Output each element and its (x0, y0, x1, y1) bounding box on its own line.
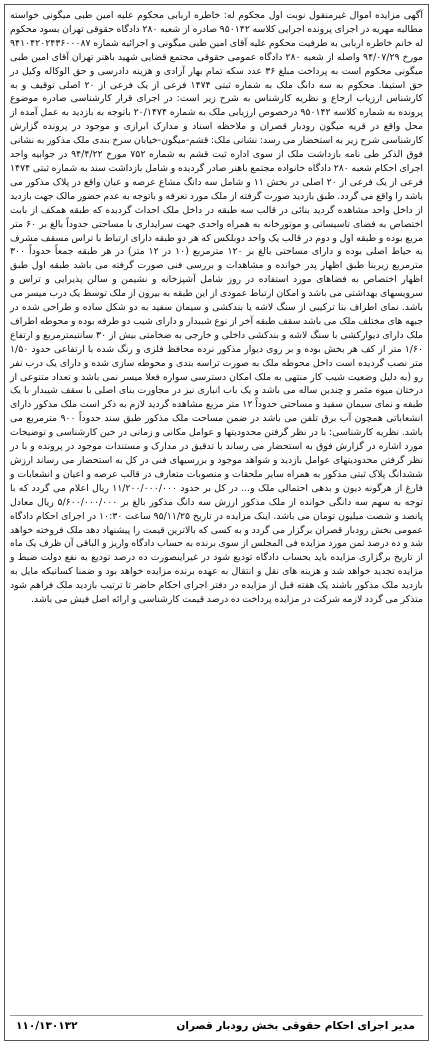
legal-notice (4, 4, 429, 1041)
notice-body: آگهی مزایده اموال غیرمنقول نوبت اول محکوم له: خاطره اربابی محکوم علیه امین طبی میگونی خواسته مطالبه مهریه در اجرای پرونده اجرایی کلاسه ۹۵۰۱۴۲ صادره از شعبه ۲۸۰ دادگاه حقوقی تهران بسود محکوم له خانم خاطره اربابی به طرفیت محکوم علیه آقای امین طبی میگونی و اجرائیه شماره ۹۴۱۰۴۲۰۲۴۳۶۰۰۰۸۷ مورخ ۹۴/۰۷/۲۹ واصله از شعبه ۲۸۰ دادگاه عمومی حقوقی مجتمع قضایی شهید باهنر تهران آقای امین طبی میگونی محکوم است به پرداخت مبلغ ۳۶ عدد سکه تمام بهار آزادی و هزینه دادرسی و حق الوکاله وکیل در حق استیفا. محکوم به سه دانگ ملک به شماره ثبتی ۱۴۷۴ فرعی از یک فرعی از ۲۰ اصلی توقیف و به کارشناس ارزیاب ارجاع و نظریه کارشناس به شرح زیر است: در اجرای قرار کارشناسی صادره موضوع پرونده به شماره کلاسه ۹۵۰۱۴۲ درخصوص ارزیابی ملک به شماره ۲۰/۱۴۷۴ باتوجه به بازدید به عمل آمده از محل واقع در قریه میگون رودبار قصران و ملاحظه اسناد و مدارک ابرازی و موجود در پرونده گزارش کارشناسی شرح زیر به استحضار می رسد: نشانی ملک: قشم-میگون-خیابان سرخ بندی ملک مذکور به نشانی فوق الذکر طی نامه بازداشت ملک از سوی اداره ثبت قشم به شماره ۷۵۲ مورخ ۹۴/۴/۲۲ در جوابیه واحد اجرای احکام شعبه ۲۸۰ دادگاه خانواده مجتمع باهنر صادر گردیده و شامل بازداشت سند به شماره ثبتی ۱۴۷۴ فرعی از یک فرعی از ۲۰ اصلی در بخش ۱۱ و شامل سه دانگ مشاع عرصه و عیان واقع در پلاک مذکور می باشد را واقع می گردد. طبق بازدید صورت گرفته از ملک مورد تعرفه و باتوجه به عدم حضور مالک جهت بازدید از داخل واحد مشاهده گردید بنائی در قالب سه طبقه در داخل ملک احداث گردیده که طبقه همکف از بابت اختصاص به فضای تاسیساتی و موتورخانه به همراه واحدی جهت سرایداری با مساحتی حدوداً بالغ بر ۶۰ متر مربع بوده و طبقه اول و دوم در قالب یک واحد دوبلکس که هر دو طبقه دارای ارتباط با تراس مسقف مشرف به حیاط اصلی بوده و دارای مساحتی بالغ بر ۱۲۰ مترمربع (۱۰ در ۱۲ متر) در هر طبقه جمعاً حدوداً ۳۰۰ مترمربع زیربنا طبق اظهار پدر خوانده و مشاهدات و بررسی فنی صورت گرفته می باشد طبقه اول طبق اظهار اختصاص به فضاهای مورد استفاده در روز شامل آشپزخانه و نشیمن و سالن پذیرایی و تراس و سرویسهای بهداشتی می باشد و امکان ارتباط عمودی از این طبقه به بیرون از ملک توسط یک درب میسر می باشد. نمای اطراف بنا ترکیبی از سنگ لاشه یا بندکشی و سیمان سفید به دو شکل ساده و طراحی شده در جبهه های مختلف ملک می باشد سقف طبقه آخر از نوع شیبدار و دارای شیب دو طرفه بوده و محوطه اطراف ملک دارای دیوارکشی با سنگ لاشه و بندکشی داخلی و خارجی به ضخامتی بیش از ۳۰ سانتیمترمربع و ارتفاع ۱/۶۰ متر از کف هر بخش بوده و بر روی دیوار مذکور نرده محافظ فلزی و رنگ شده با ارتفاعی حدود ۱/۵۰ متر نصب گردیده است داخل محوطه ملک به صورت تراسه بندی و محوطه سازی شده و دارای یک درب نفر رو (به دلیل وضعیت شیب کار منتهی به ملک امکان دسترسی سواره فعلا میسر نمی باشد و تعداد متنوعی از درختان میوه مثمر و چندین ساله می باشد و یک باب انباری نیز در مجاورت بنای اصلی با سقف شیبدار با یک طبقه و نمای سیمان سفید و مساحتی حدوداً ۱۲ متر مربع مشاهده گردید لازم به ذکر است ملک مذکور دارای انشعاباتی همچون آب برق تلفن می باشد در ضمن مساحت ملک مذکور طبق سند حدوداً ۹۰۰ مترمربع می باشد. نظریه کارشناسی: با در نظر گرفتن محدودیتها و عوامل مکانی و زمانی در حین کارشناسی و توضیحات مورد اشاره در گزارش فوق به استحضار می رساند با تدقیق در مدارک و مستندات موجود در پرونده و با در نظر گرفتن محدودیتهای عوامل بازدید و شواهد موجود و بررسیهای فنی در کل به استحضار می رساند ارزش ششدانگ پلاک ثبتی مذکور به همراه سایر ملحقات و منصوبات متعارف در قالب عرصه و اعیان و انشعابات و فارغ از هرگونه دیون و بدهی احتمالی ملک و... در کل بر حدود ۱۱/۲۰۰/۰۰۰/۰۰۰ ریال اعلام می گردد که با توجه به سهم سه دانگی خوانده از ملک مذکور ارزش سه دانگ مذکور بالغ بر ۵/۶۰۰/۰۰۰/۰۰۰ ریال معادل پانصد و شصت میلیون تومان می باشد. اینک مزایده در تاریخ ۹۵/۱۱/۲۵ ساعت ۱۰:۳۰ در اجرای احکام دادگاه عمومی بخش رودبار قصران برگزار می گردد و به کسی که بالاترین قیمت را پیشنهاد دهد ملک فروخته خواهد شد و ده درصد ثمن مورد مزایده فی المجلس از سوی برنده به حساب دادگاه واریز و الباقی آن ظرف یک ماه از تاریخ برگزاری مزایده باید بحساب دادگاه تودیع شود در غیراینصورت ده درصد تودیع به نفع دولت ضبط و مزایده تجدید خواهد شد و هزینه های نقل و انتقال به عهده برنده مزایده خواهد بود و ضمنا کسانیکه مایل به بازدید ملک مذکور باشند یک هفته قبل از مزایده در دفتر اجرای احکام حاضر تا ترتیب بازدید ملک فراهم شود متذکر می گردد لازمه شرکت در مزایده پرداخت ده درصد قیمت کارشناسی و ارائه اصل فیش می باشد. (9, 10, 424, 606)
issuer-signature: مدیر اجرای احکام حقوقی بخش رودبار قصران (176, 1020, 415, 1032)
notice-code: ۱۱۰/۱۳۰۱۳۲ (16, 1020, 78, 1032)
notice-footer (10, 1015, 423, 1036)
